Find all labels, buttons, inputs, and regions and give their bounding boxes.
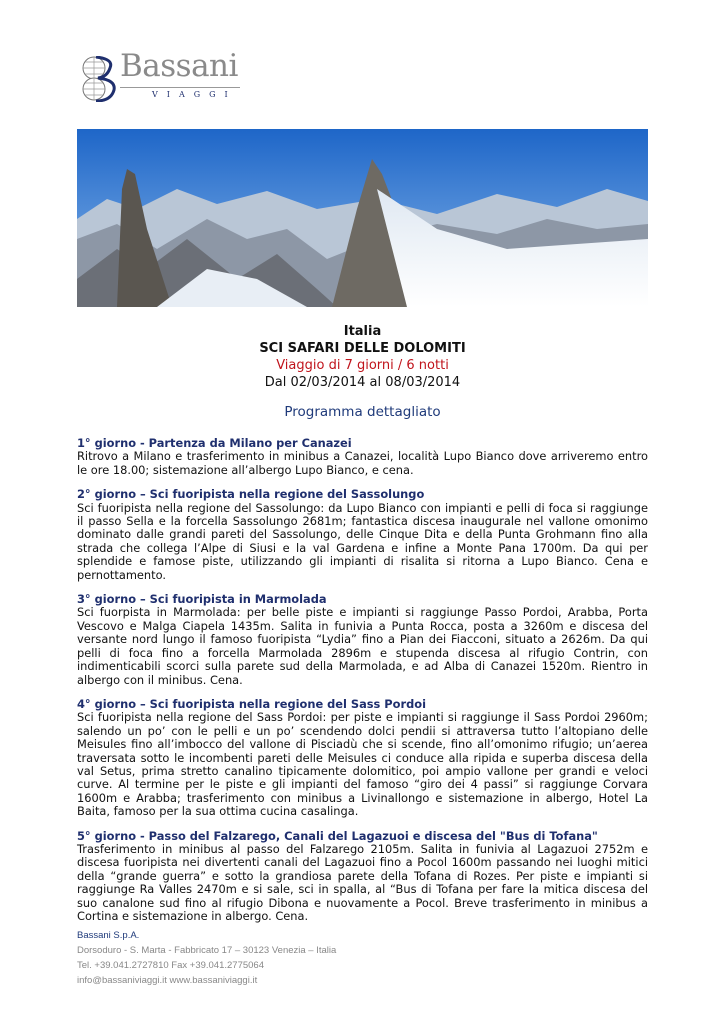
day-text: Sci fuorpista in Marmolada: per belle piste e impianti si raggiunge Passo Pordoi, Arabba, Porta Vescovo e Malga Ciapela 1435m. Salita in funivia a Punta Rocca, posta a 3260m e discesa del versante nord lungo il famoso fuoripista “Lydia” fino a Pian dei Fiacconi, situato a 2626m. Da qui pelli di foca fino a forcella Marmolada 2896m e stupenda discesa al rifugio Contrin, con indimenticabili scorci sulla parete sud della Marmolada, e ad Alba di Canazei 1520m. Rientro in albergo con il minibus. Cena. [77,605,648,687]
day-text: Ritrovo a Milano e trasferimento in minibus a Canazei, località Lupo Bianco dove arriveremo entro le ore 18.00; sistemazione all’albergo Lupo Bianco, e cena. [77,449,648,477]
day-section [77,488,648,582]
logo-sub: VIAGGI [152,90,237,99]
day-title: 2° giorno – Sci fuoripista nella regione del Sassolungo [77,487,425,502]
day-section [77,437,648,477]
day-section [77,830,648,924]
trip-dates: Dal 02/03/2014 al 08/03/2014 [264,375,461,390]
globe-b-icon [76,56,120,102]
logo-divider [120,87,240,88]
trip-title: SCI SAFARI DELLE DOLOMITI [259,341,466,356]
footer-company: Bassani S.p.A. [77,930,140,941]
footer-phone: Tel. +39.041.2727810 Fax +39.041.2775064 [77,960,264,971]
day-section [77,593,648,687]
day-title: 4° giorno – Sci fuoripista nella regione del Sass Pordoi [77,696,426,711]
dolomites-panorama-photo [77,129,648,307]
day-title: 5° giorno - Passo del Falzarego, Canali del Lagazuoi e discesa del "Bus di Tofana" [77,828,598,843]
trip-duration: Viaggio di 7 giorni / 6 notti [276,358,449,373]
trip-header [0,323,725,421]
day-title: 1° giorno - Partenza da Milano per Canazei [77,436,352,450]
bassani-logo [76,48,246,102]
day-title: 3° giorno – Sci fuoripista in Marmolada [77,592,327,607]
country: Italia [343,324,382,339]
program-body [77,437,648,934]
day-section [77,698,648,819]
footer-web: info@bassaniviaggi.it www.bassaniviaggi.it [77,975,258,986]
day-text: Sci fuoripista nella regione del Sassolungo: da Lupo Bianco con impianti e pelli di foca si raggiunge il passo Sella e la forcella Sassolungo 2681m; fantastica discesa inaugurale nel vallone omonimo dominato dalle grandi pareti del Sassolungo, delle Cinque Dita e della Punta Grohmann fino alla strada che collega l’Alpe di Siusi e la val Gardena e infine a Monte Pana 1700m. Da qui per splendide e famose piste, utilizzando gli impianti di risalita si ritorna a Lupo Bianco. Cena e pernottamento. [77,500,648,582]
program-heading: Programma dettagliato [284,404,441,420]
logo-brand: Bassani [120,48,238,84]
footer [77,928,336,988]
day-text: Trasferimento in minibus al passo del Falzarego 2105m. Salita in funivia al Lagazuoi 2752m e discesa fuoripista nei divertenti canali del Lagazuoi fino a Pocol 1600m passando nei luoghi mitici della “grande guerra” e sotto la grandiosa parete della Tofana di Rozes. Per piste e impianti si raggiunge Ra Valles 2470m e si sale, sci in spalla, al “Bus di Tofana per fare la mitica discesa del suo canalone sud fino al rifugio Dibona e nuovamente a Pocol. Breve trasferimento in minibus a Cortina e sistemazione in albergo. Cena. [77,841,648,923]
footer-address: Dorsoduro - S. Marta - Fabbricato 17 – 30123 Venezia – Italia [77,945,337,956]
day-text: Sci fuoripista nella regione del Sass Pordoi: per piste e impianti si raggiunge il Sass Pordoi 2960m; salendo un po’ con le pelli e un po’ scendendo dolci pendii si attraversa tutto l’altopiano delle Meisules fino all’imbocco del vallone di Pisciadù che si scende, fino all’omonimo rifugio; un’aerea traversata sotto le incombenti pareti delle Meisules ci conduce alla ripida e superba discesa della val Setus, prima stretto canalino tipicamente dolomitico, poi ampio vallone per grandi e veloci curve. Al termine per le piste e gli impianti del famoso “giro dei 4 passi” si raggiunge Corvara 1600m e Arabba; trasferimento con minibus a Livinallongo e sistemazione in albergo, Hotel La Baita, famoso per la sua ottima cucina casalinga. [77,710,648,819]
